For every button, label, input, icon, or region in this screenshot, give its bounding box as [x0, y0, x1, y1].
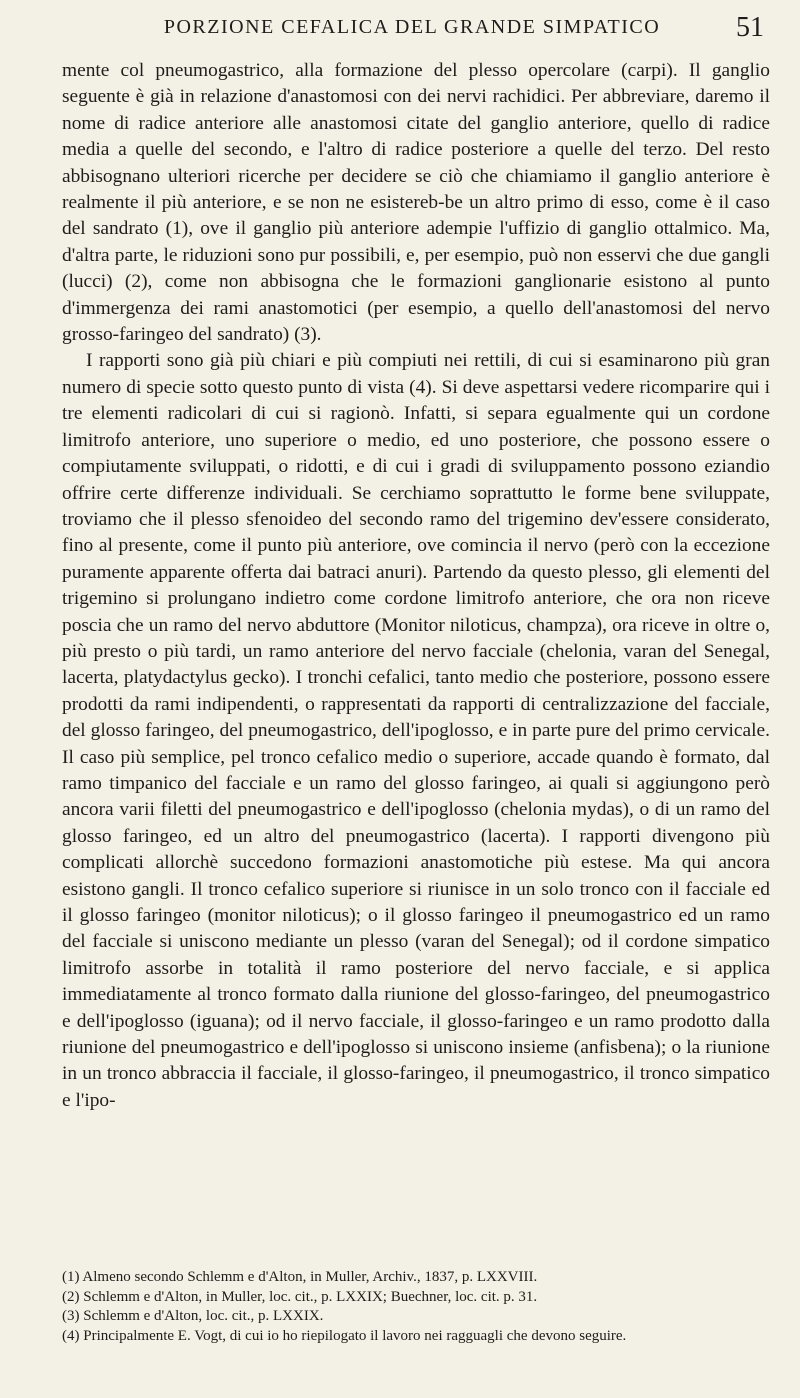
footnote-2: (2) Schlemm e d'Alton, in Muller, loc. cit., p. LXXIX; Buechner, loc. cit. p. 31. [62, 1288, 538, 1305]
page-header [60, 10, 764, 50]
footnote-4: (4) Principalmente E. Vogt, di cui io ho riepilogato il lavoro nei ragguagli che devono seguire. [62, 1327, 627, 1344]
footnote-3: (3) Schlemm e d'Alton, loc. cit., p. LXXIX. [62, 1308, 324, 1324]
paragraph-1: mente col pneumogastrico, alla formazione del plesso opercolare (carpi). Il ganglio seguente è già in relazione d'anastomosi con dei nervi rachidici. Per abbreviare, daremo il nome di radice anteriore alle anastomosi citate del ganglio anteriore, quello di radice media a quelle del secondo, e l'altro di radice posteriore a quelle del terzo. Del resto abbisognano ulteriori ricerche per decidere se ciò che chiamiamo il ganglio anteriore è realmente il più anteriore, e se non ne esistereb-be un altro primo di esso, come è il caso del sandrato (1), ove il ganglio più anteriore adempie l'uffizio di ganglio ottalmico. Ma, d'altra parte, le riduzioni sono pur possibili, e, per esempio, può non esservi che due gangli (lucci) (2), come non abbisogna che le formazioni ganglionarie esistono al punto d'immergenza dei rami anastomotici (per esempio, a quello dell'anastomosi del nervo grosso-faringeo del sandrato) (3). [62, 60, 770, 346]
footnote-1: (1) Almeno secondo Schlemm e d'Alton, in Muller, Archiv., 1837, p. LXXVIII. [62, 1269, 538, 1285]
body-text [62, 58, 770, 1114]
running-head: PORZIONE CEFALICA DEL GRANDE SIMPATICO [163, 16, 661, 38]
page-number: 51 [736, 12, 764, 43]
paragraph-2: I rapporti sono già più chiari e più compiuti nei rettili, di cui si esaminarono più gran numero di specie sotto questo punto di vista (4). Si deve aspettarsi vedere ricomparire qui i tre elementi radicolari di cui si ragionò. Infatti, si separa egualmente qui un cordone limitrofo anteriore, uno superiore o medio, ed uno posteriore, che possono essere o compiutamente sviluppati, o ridotti, e di cui i gradi di sviluppamento possono eziandio offrire certe differenze individuali. Se cerchiamo soprattutto le forme bene sviluppate, troviamo che il plesso sfenoideo del secondo ramo del trigemino dev'essere considerato, fino al presente, come il punto più anteriore, ove comincia il nervo (però con la eccezione puramente apparente offerta dai batraci anuri). Partendo da questo plesso, gli elementi del trigemino si prolungano indietro come cordone limitrofo anteriore, che ora non riceve poscia che un ramo del nervo abduttore (Monitor niloticus, champza), ora riceve in oltre o, più presto o più tardi, un ramo anteriore del nervo facciale (chelonia, varan del Senegal, lacerta, platydactylus gecko). I tronchi cefalici, tanto medio che posteriore, possono essere prodotti da rami indipendenti, o rappresentati da rapporti di centralizzazione del facciale, del glosso faringeo, del pneumogastrico, dell'ipoglosso, e in parte pure del primo cervicale. Il caso più semplice, pel tronco cefalico medio o superiore, accade quando è formato, dal ramo timpanico del facciale e un ramo del glosso faringeo, ai quali si aggiungono però ancora varii filetti del pneumogastrico e dell'ipoglosso (chelonia mydas), o di un ramo del glosso faringeo, ed un altro del pneumogastrico (lacerta). I rapporti divengono più complicati allorchè succedono formazioni anastomotiche più estese. Ma qui ancora esistono gangli. Il tronco cefalico superiore si riunisce in un solo tronco con il facciale ed il glosso faringeo (monitor niloticus); o il glosso faringeo il pneumogastrico ed un ramo del facciale si uniscono mediante un plesso (varan del Senegal); od il cordone simpatico limitrofo assorbe in totalità il ramo posteriore del nervo facciale, e si applica immediatamente al tronco formato dalla riunione del glosso-faringeo, del pneumogastrico e dell'ipoglosso (iguana); od il nervo facciale, il glosso-faringeo e un ramo prodotto dalla riunione del pneumogastrico e dell'ipoglosso si uniscono insieme (anfisbena); o la riunione in un tronco abbraccia il facciale, il glosso-faringeo, il pneumogastrico, il tronco simpatico e l'ipo- [62, 350, 770, 1111]
footnotes [62, 1268, 770, 1346]
